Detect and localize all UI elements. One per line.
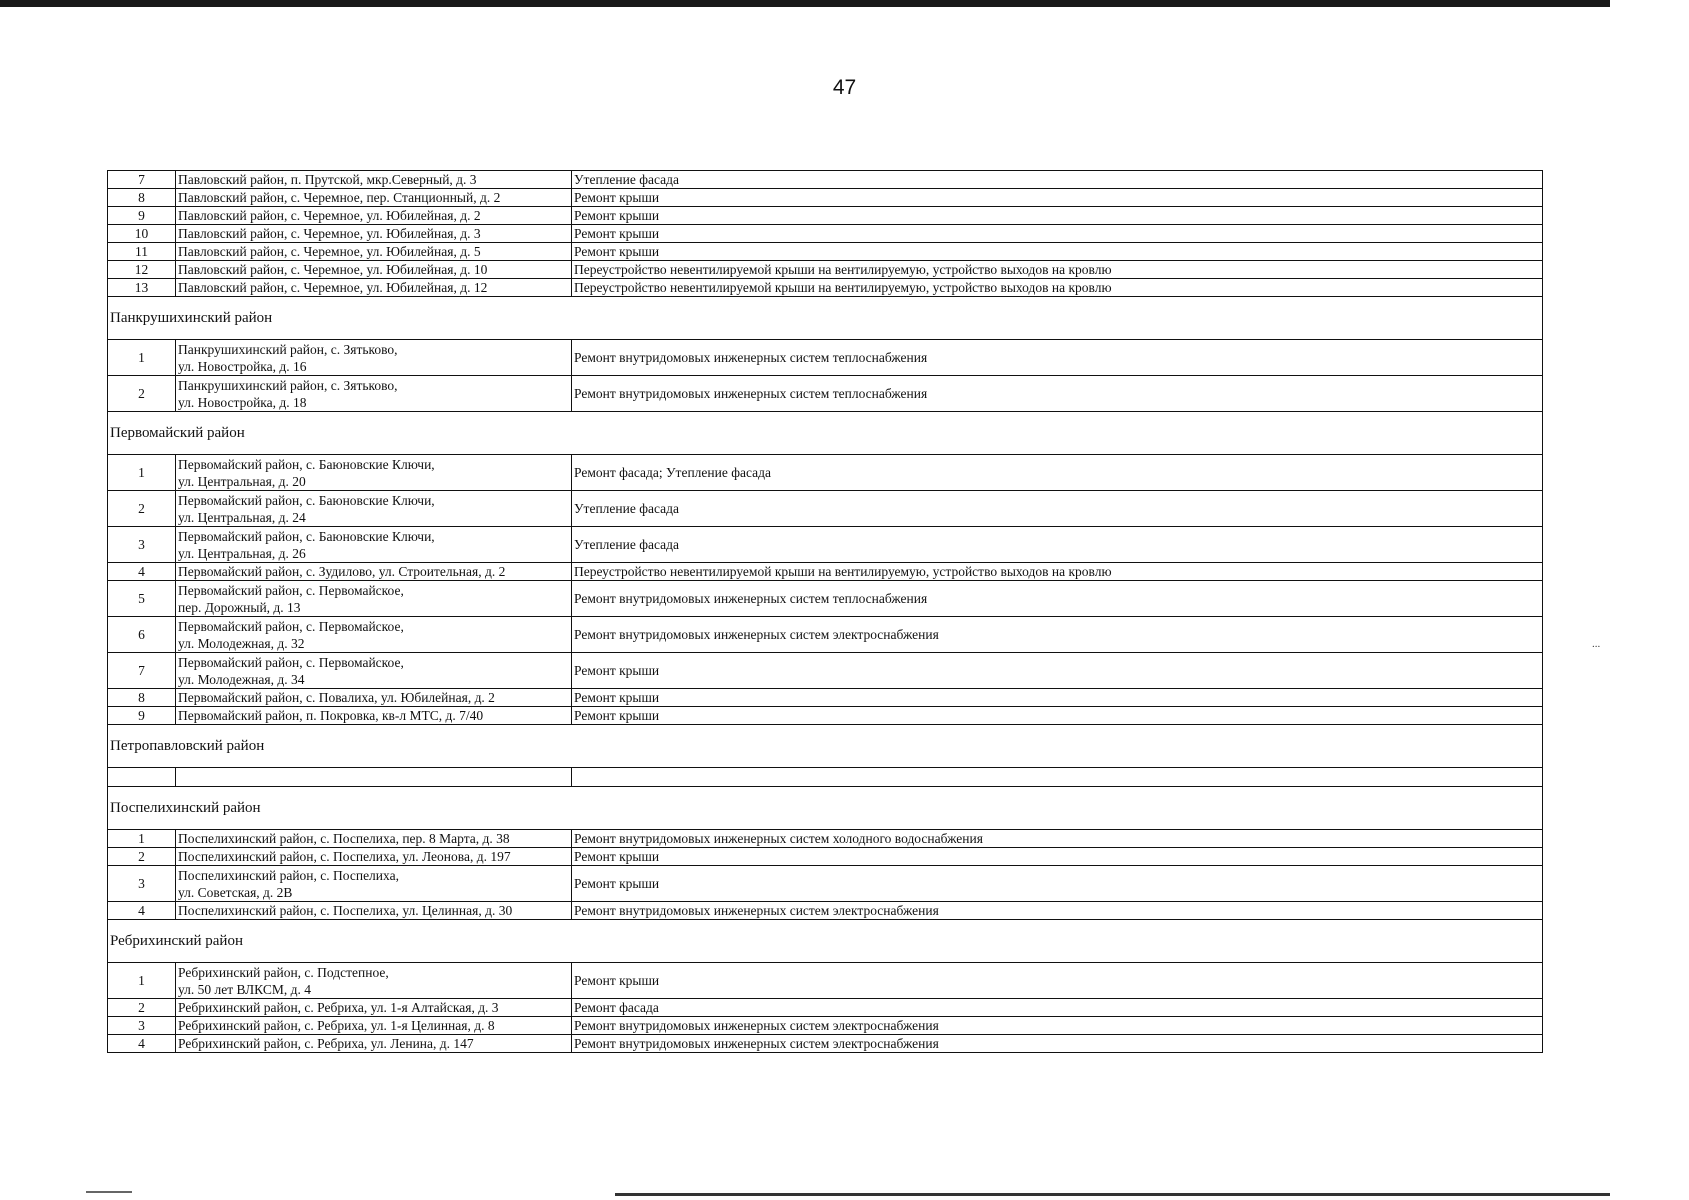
- table-row: [108, 243, 1543, 261]
- address-cell: Ребрихинский район, с. Ребриха, ул. 1-я Целинная, д. 8: [176, 1017, 572, 1035]
- margin-mark: ...: [1592, 638, 1601, 650]
- section-header-row: [108, 725, 1543, 768]
- work-type-cell: Ремонт внутридомовых инженерных систем теплоснабжения: [572, 581, 1543, 617]
- work-type-cell: Ремонт крыши: [572, 189, 1543, 207]
- table-row: [108, 340, 1543, 376]
- address-cell: Первомайский район, с. Баюновские Ключи, ул. Центральная, д. 24: [176, 491, 572, 527]
- work-type-cell: Ремонт внутридомовых инженерных систем холодного водоснабжения: [572, 830, 1543, 848]
- row-number: 9: [108, 207, 176, 225]
- work-type-cell: Ремонт фасада; Утепление фасада: [572, 455, 1543, 491]
- work-type-cell: Утепление фасада: [572, 527, 1543, 563]
- table-row: [108, 376, 1543, 412]
- row-number: 13: [108, 279, 176, 297]
- row-number: 6: [108, 617, 176, 653]
- address-cell: Панкрушихинский район, с. Зятьково, ул. Новостройка, д. 18: [176, 376, 572, 412]
- table-row: [108, 563, 1543, 581]
- row-number: 2: [108, 848, 176, 866]
- address-cell: [176, 768, 572, 787]
- table-row: [108, 830, 1543, 848]
- table-row: [108, 225, 1543, 243]
- section-header-row: [108, 787, 1543, 830]
- top-border: [0, 0, 1610, 7]
- address-cell: Первомайский район, с. Баюновские Ключи, ул. Центральная, д. 20: [176, 455, 572, 491]
- address-cell: Павловский район, п. Прутской, мкр.Северный, д. 3: [176, 171, 572, 189]
- address-cell: Первомайский район, с. Первомайское, ул. Молодежная, д. 34: [176, 653, 572, 689]
- row-number: 10: [108, 225, 176, 243]
- row-number: 1: [108, 830, 176, 848]
- section-title: Петропавловский район: [108, 725, 1543, 768]
- work-type-cell: Переустройство невентилируемой крыши на вентилируемую, устройство выходов на кровлю: [572, 563, 1543, 581]
- address-cell: Павловский район, с. Черемное, ул. Юбилейная, д. 10: [176, 261, 572, 279]
- address-cell: Первомайский район, п. Покровка, кв-л МТС, д. 7/40: [176, 707, 572, 725]
- address-cell: Поспелихинский район, с. Поспелиха, ул. Целинная, д. 30: [176, 902, 572, 920]
- table-row: [108, 1017, 1543, 1035]
- table-row: [108, 848, 1543, 866]
- address-cell: Поспелихинский район, с. Поспелиха, ул. Леонова, д. 197: [176, 848, 572, 866]
- row-number: 7: [108, 653, 176, 689]
- table-row: [108, 189, 1543, 207]
- work-type-cell: Утепление фасада: [572, 171, 1543, 189]
- row-number: 4: [108, 902, 176, 920]
- row-number: 8: [108, 189, 176, 207]
- table-row: [108, 491, 1543, 527]
- work-type-cell: Ремонт внутридомовых инженерных систем электроснабжения: [572, 902, 1543, 920]
- row-number: 2: [108, 376, 176, 412]
- address-cell: Первомайский район, с. Первомайское, пер. Дорожный, д. 13: [176, 581, 572, 617]
- work-type-cell: [572, 768, 1543, 787]
- address-cell: Первомайский район, с. Повалиха, ул. Юбилейная, д. 2: [176, 689, 572, 707]
- row-number: 4: [108, 1035, 176, 1053]
- section-title: Ребрихинский район: [108, 920, 1543, 963]
- row-number: 3: [108, 1017, 176, 1035]
- row-number: [108, 768, 176, 787]
- work-type-cell: Ремонт внутридомовых инженерных систем электроснабжения: [572, 1017, 1543, 1035]
- table-row: [108, 866, 1543, 902]
- work-type-cell: Ремонт крыши: [572, 225, 1543, 243]
- table-row: [108, 689, 1543, 707]
- work-type-cell: Ремонт крыши: [572, 653, 1543, 689]
- address-cell: Поспелихинский район, с. Поспелиха, пер. 8 Марта, д. 38: [176, 830, 572, 848]
- works-table: [107, 170, 1543, 1053]
- row-number: 2: [108, 491, 176, 527]
- work-type-cell: Ремонт крыши: [572, 848, 1543, 866]
- address-cell: Ребрихинский район, с. Ребриха, ул. Ленина, д. 147: [176, 1035, 572, 1053]
- work-type-cell: Ремонт крыши: [572, 243, 1543, 261]
- table-row: [108, 653, 1543, 689]
- section-title: Поспелихинский район: [108, 787, 1543, 830]
- table-row: [108, 1035, 1543, 1053]
- page-number: 47: [832, 76, 857, 99]
- table-row: [108, 768, 1543, 787]
- section-title: Первомайский район: [108, 412, 1543, 455]
- bottom-border: [615, 1193, 1610, 1196]
- table-row: [108, 999, 1543, 1017]
- address-cell: Павловский район, с. Черемное, ул. Юбилейная, д. 12: [176, 279, 572, 297]
- work-type-cell: Ремонт внутридомовых инженерных систем теплоснабжения: [572, 340, 1543, 376]
- row-number: 7: [108, 171, 176, 189]
- address-cell: Ребрихинский район, с. Ребриха, ул. 1-я Алтайская, д. 3: [176, 999, 572, 1017]
- section-header-row: [108, 920, 1543, 963]
- work-type-cell: Переустройство невентилируемой крыши на вентилируемую, устройство выходов на кровлю: [572, 261, 1543, 279]
- address-cell: Павловский район, с. Черемное, ул. Юбилейная, д. 5: [176, 243, 572, 261]
- work-type-cell: Ремонт внутридомовых инженерных систем электроснабжения: [572, 617, 1543, 653]
- bottom-left-line: [86, 1191, 132, 1193]
- address-cell: Первомайский район, с. Первомайское, ул. Молодежная, д. 32: [176, 617, 572, 653]
- table-row: [108, 455, 1543, 491]
- row-number: 3: [108, 527, 176, 563]
- address-cell: Панкрушихинский район, с. Зятьково, ул. Новостройка, д. 16: [176, 340, 572, 376]
- table-row: [108, 171, 1543, 189]
- table-row: [108, 527, 1543, 563]
- work-type-cell: Переустройство невентилируемой крыши на вентилируемую, устройство выходов на кровлю: [572, 279, 1543, 297]
- address-cell: Поспелихинский район, с. Поспелиха, ул. Советская, д. 2В: [176, 866, 572, 902]
- work-type-cell: Утепление фасада: [572, 491, 1543, 527]
- table-row: [108, 279, 1543, 297]
- address-cell: Первомайский район, с. Зудилово, ул. Строительная, д. 2: [176, 563, 572, 581]
- work-type-cell: Ремонт внутридомовых инженерных систем теплоснабжения: [572, 376, 1543, 412]
- section-title: Панкрушихинский район: [108, 297, 1543, 340]
- row-number: 4: [108, 563, 176, 581]
- work-type-cell: Ремонт фасада: [572, 999, 1543, 1017]
- row-number: 3: [108, 866, 176, 902]
- row-number: 8: [108, 689, 176, 707]
- work-type-cell: Ремонт крыши: [572, 689, 1543, 707]
- address-cell: Павловский район, с. Черемное, ул. Юбилейная, д. 2: [176, 207, 572, 225]
- table-row: [108, 581, 1543, 617]
- work-type-cell: Ремонт крыши: [572, 866, 1543, 902]
- table-row: [108, 261, 1543, 279]
- row-number: 1: [108, 963, 176, 999]
- work-type-cell: Ремонт внутридомовых инженерных систем электроснабжения: [572, 1035, 1543, 1053]
- work-type-cell: Ремонт крыши: [572, 207, 1543, 225]
- row-number: 1: [108, 455, 176, 491]
- address-cell: Ребрихинский район, с. Подстепное, ул. 50 лет ВЛКСМ, д. 4: [176, 963, 572, 999]
- work-type-cell: Ремонт крыши: [572, 707, 1543, 725]
- row-number: 1: [108, 340, 176, 376]
- row-number: 12: [108, 261, 176, 279]
- table-row: [108, 617, 1543, 653]
- address-cell: Павловский район, с. Черемное, ул. Юбилейная, д. 3: [176, 225, 572, 243]
- row-number: 5: [108, 581, 176, 617]
- address-cell: Павловский район, с. Черемное, пер. Станционный, д. 2: [176, 189, 572, 207]
- section-header-row: [108, 297, 1543, 340]
- section-header-row: [108, 412, 1543, 455]
- address-cell: Первомайский район, с. Баюновские Ключи, ул. Центральная, д. 26: [176, 527, 572, 563]
- table-row: [108, 963, 1543, 999]
- row-number: 9: [108, 707, 176, 725]
- table-row: [108, 207, 1543, 225]
- work-type-cell: Ремонт крыши: [572, 963, 1543, 999]
- table-row: [108, 707, 1543, 725]
- table-row: [108, 902, 1543, 920]
- row-number: 2: [108, 999, 176, 1017]
- row-number: 11: [108, 243, 176, 261]
